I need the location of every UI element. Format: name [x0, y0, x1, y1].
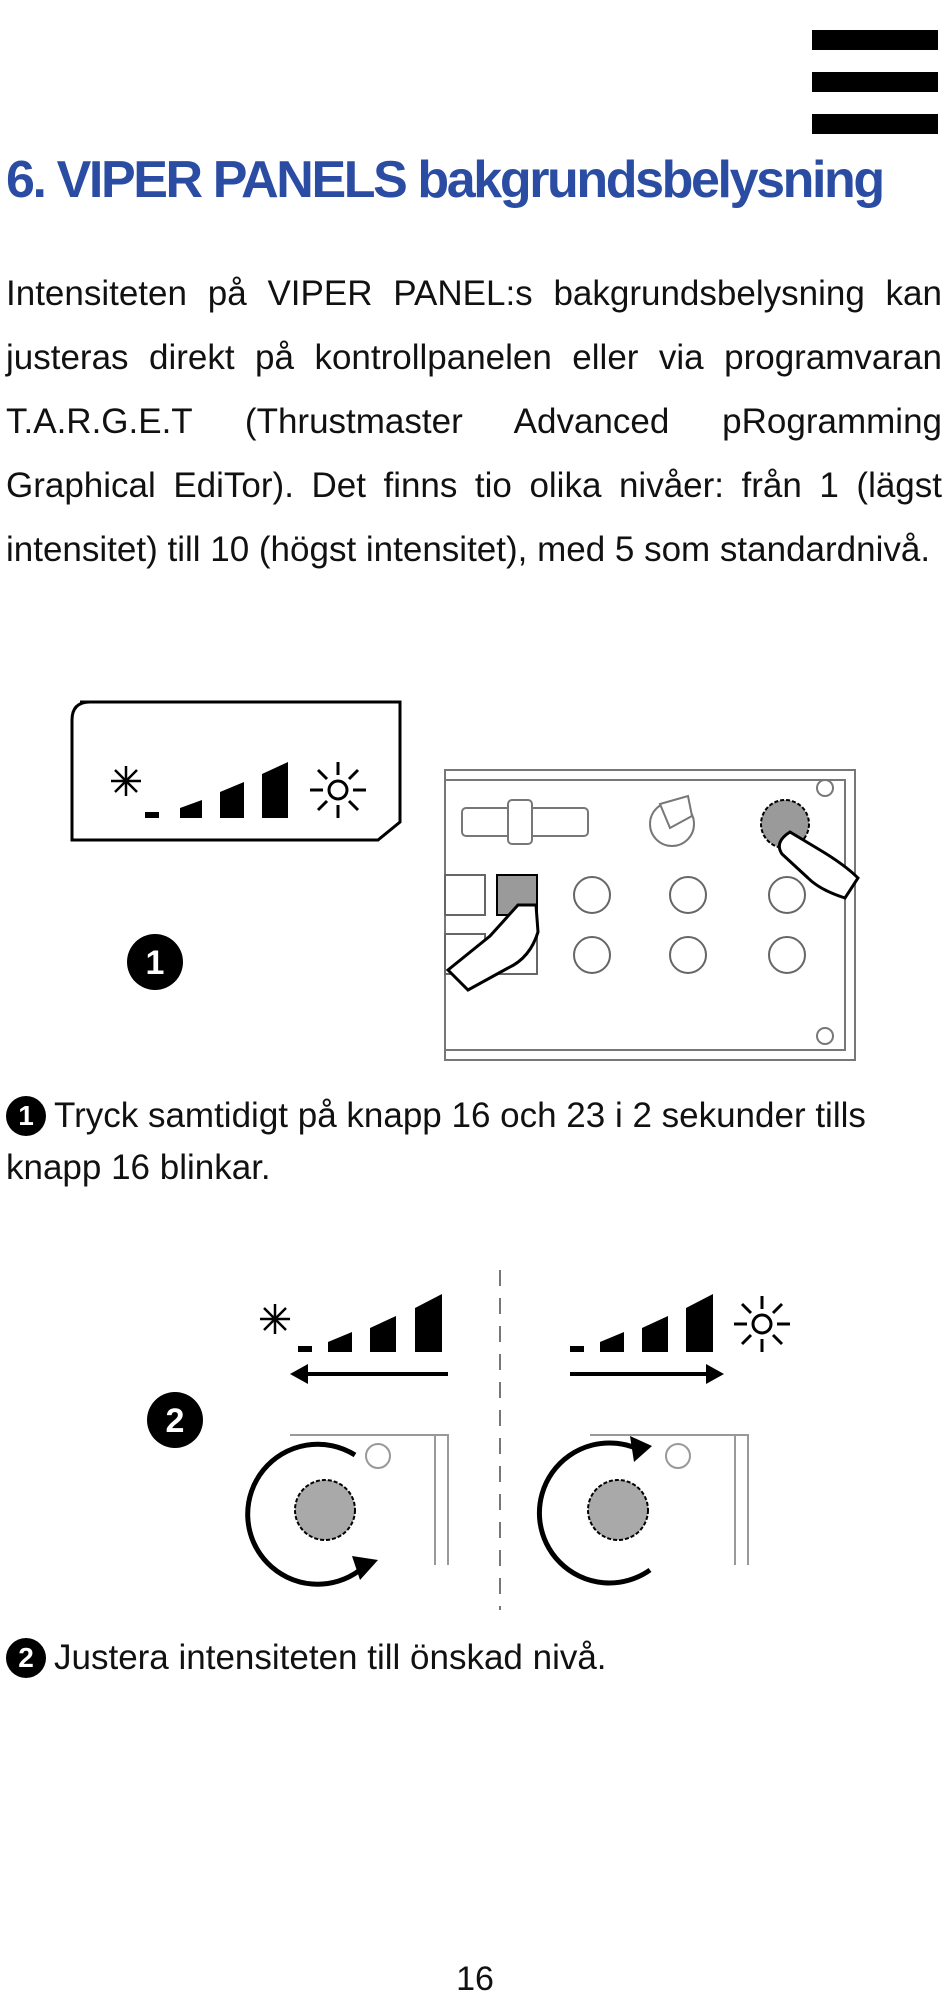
brightness-decrease-group: [248, 1294, 448, 1584]
backlight-knob-right: [588, 1480, 648, 1540]
figure-step-2: [130, 1270, 830, 1620]
page-number: 16: [456, 1960, 494, 1998]
page-title: 6. VIPER PANELS bakgrundsbelysning: [6, 151, 883, 209]
brightness-callout: [72, 702, 400, 840]
brightness-low-icon: [111, 766, 141, 796]
arrow-right-icon: [706, 1364, 724, 1384]
step-2-caption: [6, 1632, 944, 1684]
step-1-text: Tryck samtidigt på knapp 16 och 23 i 2 sekunder tills knapp 16 blinkar.: [6, 1096, 866, 1187]
hamburger-menu-icon[interactable]: [812, 30, 938, 134]
step-2-badge: [147, 1392, 203, 1448]
svg-text:1: 1: [145, 944, 165, 982]
step-2-text: Justera intensiteten till önskad nivå.: [54, 1638, 607, 1677]
brightness-increase-group: [539, 1294, 790, 1583]
backlight-knob-left: [295, 1480, 355, 1540]
step-1-bullet: 1: [6, 1096, 46, 1136]
arrow-left-icon: [290, 1364, 308, 1384]
svg-text:2: 2: [165, 1402, 185, 1440]
figure-step-1: [60, 700, 880, 1070]
step-1-badge: [127, 934, 183, 990]
intro-paragraph: Intensiteten på VIPER PANEL:s bakgrundsbelysning kan justeras direkt på kontrollpanelen eller via programvaran T.A.R.G.E.T (Thrustmaster Advanced pRogramming Graphical EdiTor). Det finns tio olika nivåer: från 1 (lägst intensitet) till 10 (högst intensitet), med 5 som standardnivå.: [6, 274, 942, 569]
step-1-caption: [6, 1090, 944, 1194]
step-2-bullet: 2: [6, 1638, 46, 1678]
